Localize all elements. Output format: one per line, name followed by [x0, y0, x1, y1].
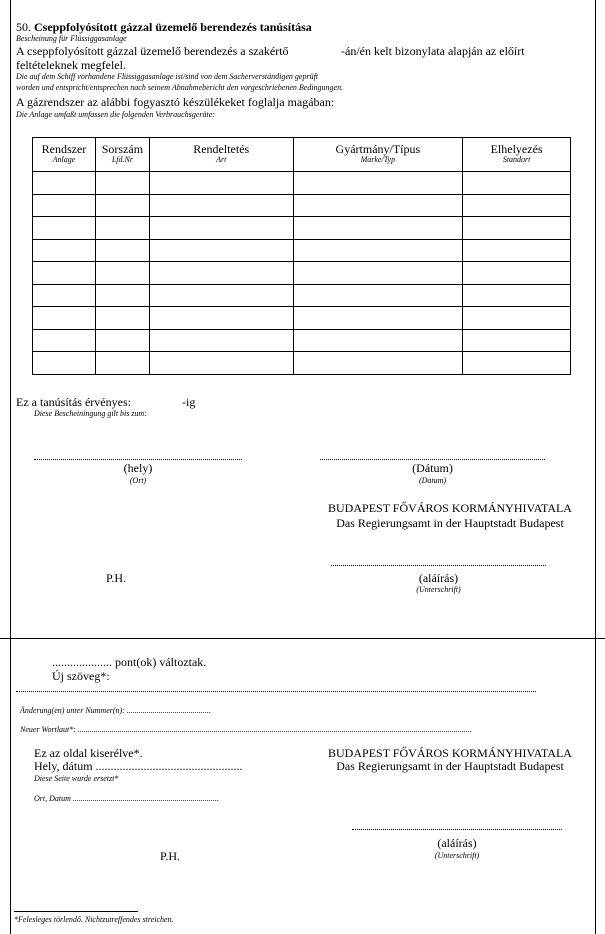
- page-replaced-de: Diese Seite wurde ersetzt*: [34, 774, 119, 783]
- table-cell[interactable]: [33, 329, 96, 352]
- table-header-row: [33, 138, 571, 172]
- table-cell[interactable]: [33, 217, 96, 240]
- validity-suffix: -ig: [182, 395, 196, 409]
- authority-name-de-2: Das Regierungsamt in der Hauptstadt Budapest: [336, 759, 564, 773]
- table-row: [33, 307, 571, 330]
- table-cell[interactable]: [293, 329, 463, 352]
- table-body: [33, 172, 571, 375]
- table-cell[interactable]: [293, 307, 463, 330]
- table-cell[interactable]: [149, 329, 293, 352]
- table-cell[interactable]: [149, 239, 293, 262]
- right-border: [595, 0, 596, 934]
- table-cell[interactable]: [149, 217, 293, 240]
- table-row: [33, 284, 571, 307]
- section-title: Cseppfolyósított gázzal üzemelő berendezés tanúsítása: [34, 20, 312, 34]
- table-cell[interactable]: [463, 329, 571, 352]
- table-row: [33, 217, 571, 240]
- col-header: Gyártmány/Típus Marke/Typ: [293, 138, 463, 172]
- table-cell[interactable]: [463, 217, 571, 240]
- table-row: [33, 352, 571, 375]
- intro-de-line-2: worden und entspricht/entsprechen nach seinem Abnahmebericht den vorgeschriebenen Bedingungen.: [16, 83, 344, 92]
- validity-label-de: Diese Bescheiningung gilt bis zum:: [34, 409, 147, 418]
- signature-label-de: (Unterschrift): [416, 585, 461, 594]
- table-cell[interactable]: [149, 194, 293, 217]
- table-row: [33, 329, 571, 352]
- stamp-placeholder: P.H.: [106, 571, 127, 585]
- date-label: (Dátum): [412, 461, 453, 475]
- left-border: [10, 0, 11, 934]
- col-header: Sorszám Lfd.Nr: [95, 138, 149, 172]
- date-line[interactable]: [320, 451, 545, 460]
- table-cell[interactable]: [293, 352, 463, 375]
- intro-line-1b: -án/én kelt bizonylata alapján az előírt: [341, 44, 525, 58]
- footnote: *Felesleges törlendő. Nichtzutreffendes streichen.: [14, 915, 174, 924]
- table-cell[interactable]: [293, 194, 463, 217]
- consumers-table: [32, 137, 571, 375]
- section-divider: [0, 638, 605, 639]
- table-cell[interactable]: [293, 239, 463, 262]
- authority-name: BUDAPEST FŐVÁROS KORMÁNYHIVATALA: [328, 501, 572, 515]
- page-replaced: Ez az oldal kiserélve*.: [34, 746, 143, 760]
- new-wording-label-de: Neuer Wortlaut*: .....................................................................................................................................................................................................: [20, 725, 472, 734]
- signature-label: (aláírás): [418, 571, 459, 585]
- col-header: Elhelyezés Standort: [463, 138, 571, 172]
- table-cell[interactable]: [33, 284, 96, 307]
- place-label-de: (Ort): [129, 476, 147, 485]
- section-title-de: Bescheinung für Flüssiggasanlage: [16, 34, 127, 43]
- place-label: (hely): [123, 461, 153, 475]
- table-cell[interactable]: [95, 307, 149, 330]
- table-cell[interactable]: [95, 217, 149, 240]
- table-cell[interactable]: [463, 172, 571, 195]
- table-cell[interactable]: [149, 307, 293, 330]
- table-row: [33, 194, 571, 217]
- table-cell[interactable]: [33, 352, 96, 375]
- new-text-label: Új szöveg*:: [52, 669, 110, 683]
- intro-line-1a: A cseppfolyósított gázzal üzemelő berendezés a szakértő: [16, 44, 289, 58]
- table-cell[interactable]: [33, 307, 96, 330]
- section-number: 50.: [16, 20, 31, 34]
- table-cell[interactable]: [95, 329, 149, 352]
- table-cell[interactable]: [149, 352, 293, 375]
- section-heading: [16, 21, 312, 34]
- table-cell[interactable]: [95, 352, 149, 375]
- table-cell[interactable]: [33, 194, 96, 217]
- table-cell[interactable]: [463, 239, 571, 262]
- intro-line-2: feltételeknek megfelel.: [16, 58, 126, 72]
- table-row: [33, 172, 571, 195]
- table-cell[interactable]: [463, 194, 571, 217]
- authority-name-de: Das Regierungsamt in der Hauptstadt Budapest: [336, 516, 564, 530]
- signature-label-2: (aláírás): [437, 836, 477, 850]
- place-date-de: Ort, Datum .........................................................................: [34, 794, 219, 803]
- col-header: Rendszer Anlage: [33, 138, 96, 172]
- col-header: Rendeltetés Art: [149, 138, 293, 172]
- points-changed: .................... pont(ok) változtak.: [52, 655, 207, 669]
- table-cell[interactable]: [95, 262, 149, 285]
- table-cell[interactable]: [293, 217, 463, 240]
- table-cell[interactable]: [463, 284, 571, 307]
- new-text-line[interactable]: [16, 685, 536, 692]
- table-row: [33, 239, 571, 262]
- table-cell[interactable]: [95, 284, 149, 307]
- intro-de-line-1: Die auf dem Schiff vorhandene Flüssiggasanlage ist/sind von dem Sacherverständigen geprüft: [16, 72, 319, 81]
- changes-label-de: Änderung(en) unter Nummer(n): ..........................................: [20, 706, 211, 715]
- table-cell[interactable]: [149, 262, 293, 285]
- intro-de-line-3: Die Anlage umfaßt umfassen die folgenden Verbrauchsgeräte:: [16, 110, 215, 119]
- place-line[interactable]: [34, 451, 242, 460]
- stamp-placeholder-2: P.H.: [160, 849, 181, 863]
- table-cell[interactable]: [33, 262, 96, 285]
- intro-line-3: A gázrendszer az alábbi fogyasztó készülékeket foglalja magában:: [16, 95, 335, 109]
- table-cell[interactable]: [463, 352, 571, 375]
- table-cell[interactable]: [33, 172, 96, 195]
- table-cell[interactable]: [149, 284, 293, 307]
- table-row: [33, 262, 571, 285]
- signature-label-de-2: (Unterschrift): [434, 851, 480, 860]
- table-cell[interactable]: [463, 262, 571, 285]
- table-cell[interactable]: [95, 239, 149, 262]
- date-label-de: (Datum): [418, 476, 447, 485]
- validity-label: Ez a tanúsítás érvényes:: [16, 395, 131, 409]
- footnote-rule: [14, 911, 138, 912]
- table-cell[interactable]: [33, 239, 96, 262]
- table-cell[interactable]: [95, 172, 149, 195]
- table-cell[interactable]: [149, 172, 293, 195]
- table-cell[interactable]: [95, 194, 149, 217]
- table-cell[interactable]: [463, 307, 571, 330]
- table-cell[interactable]: [293, 284, 463, 307]
- authority-name-2: BUDAPEST FŐVÁROS KORMÁNYHIVATALA: [328, 746, 572, 760]
- place-date-line: Hely, dátum .................................................: [34, 759, 243, 773]
- table-cell[interactable]: [293, 262, 463, 285]
- table-cell[interactable]: [293, 172, 463, 195]
- signature-line-2[interactable]: [352, 823, 562, 830]
- signature-line[interactable]: [331, 559, 546, 566]
